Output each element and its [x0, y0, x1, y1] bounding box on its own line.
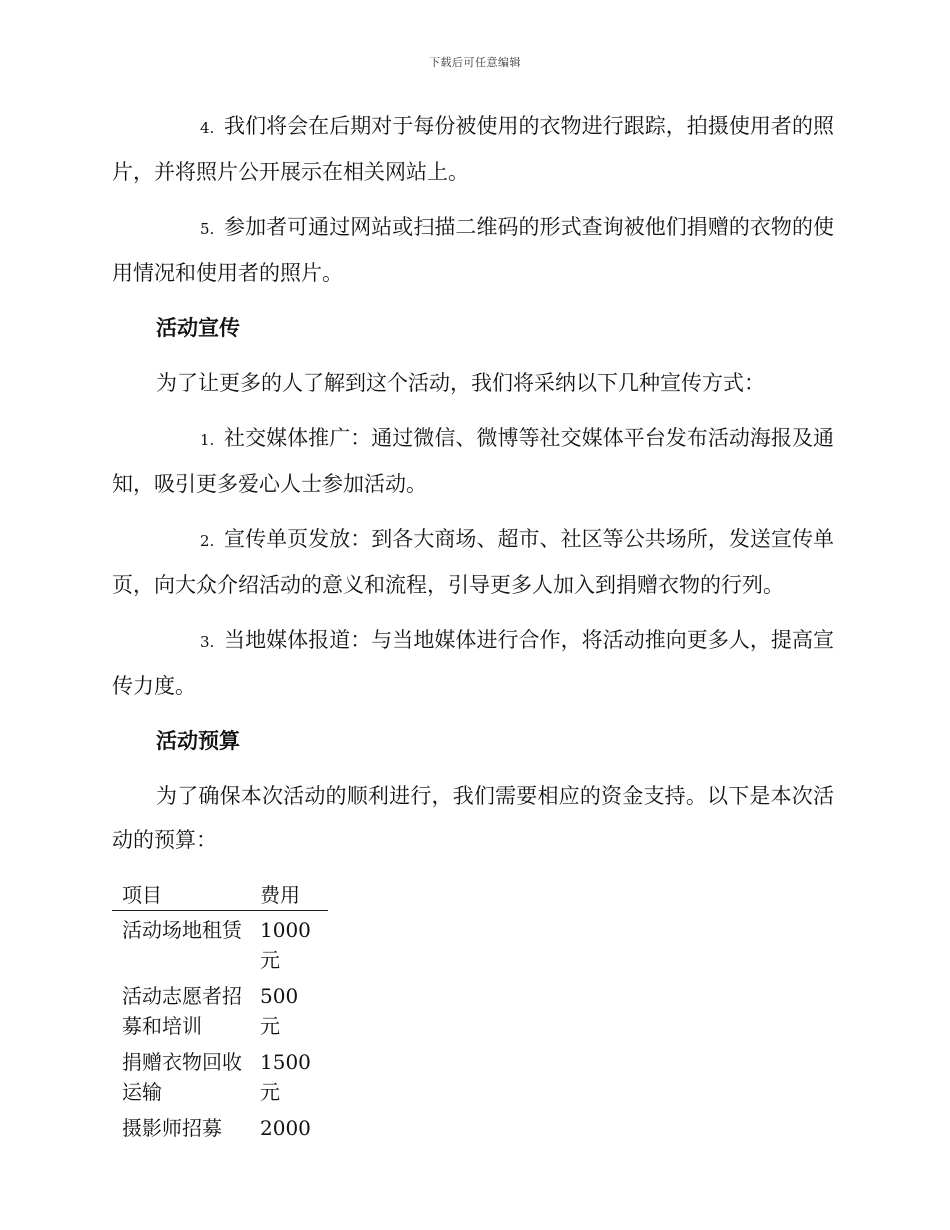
table-header-row [112, 880, 328, 911]
section-intro-promo: 为了让更多的人了解到这个活动，我们将采纳以下几种宣传方式： [156, 371, 765, 395]
list-item [112, 416, 834, 506]
table-row [112, 1043, 328, 1109]
header-note: 下载后可任意编辑 [429, 56, 521, 69]
list-number: 3. [200, 633, 215, 651]
list-text: 当地媒体报道：与当地媒体进行合作，将活动推向更多人，提高宣传力度。 [112, 628, 834, 698]
table-cell-item: 活动志愿者招募和培训 [122, 984, 242, 1038]
list-item [112, 205, 834, 295]
list-item [112, 104, 834, 194]
table-row [112, 1109, 328, 1145]
table-cell-cost: 1000 元 [260, 918, 311, 972]
section-intro-budget: 为了确保本次活动的顺利进行，我们需要相应的资金支持。以下是本次活动的预算： [112, 784, 834, 852]
list-number: 4. [200, 119, 215, 137]
table-cell-item: 摄影师招募 [122, 1116, 222, 1140]
table-cell-item: 捐赠衣物回收运输 [122, 1050, 242, 1104]
budget-table [112, 880, 328, 1145]
list-item [112, 618, 834, 708]
list-text: 社交媒体推广：通过微信、微博等社交媒体平台发布活动海报及通知，吸引更多爱心人士参加活动。 [112, 426, 834, 496]
list-text: 宣传单页发放：到各大商场、超市、社区等公共场所，发送宣传单页，向大众介绍活动的意义和流程，引导更多人加入到捐赠衣物的行列。 [112, 527, 834, 597]
list-number: 1. [200, 431, 215, 449]
table-cell-cost: 2000 [260, 1116, 311, 1140]
list-number: 2. [200, 532, 215, 550]
table-header-item: 项目 [112, 880, 250, 911]
table-row [112, 977, 328, 1043]
table-header-cost: 费用 [250, 880, 328, 911]
section-heading-budget: 活动预算 [156, 728, 240, 753]
table-row [112, 911, 328, 978]
table-cell-cost: 500 元 [260, 984, 299, 1038]
list-number: 5. [200, 220, 215, 238]
list-text: 参加者可通过网站或扫描二维码的形式查询被他们捐赠的衣物的使用情况和使用者的照片。 [112, 215, 834, 285]
list-item [112, 517, 834, 607]
table-cell-item: 活动场地租赁 [122, 918, 242, 942]
section-heading-promo: 活动宣传 [156, 315, 240, 340]
document-content [112, 104, 834, 1145]
table-cell-cost: 1500 元 [260, 1050, 311, 1104]
list-text: 我们将会在后期对于每份被使用的衣物进行跟踪，拍摄使用者的照片，并将照片公开展示在相关网站上。 [112, 114, 834, 184]
